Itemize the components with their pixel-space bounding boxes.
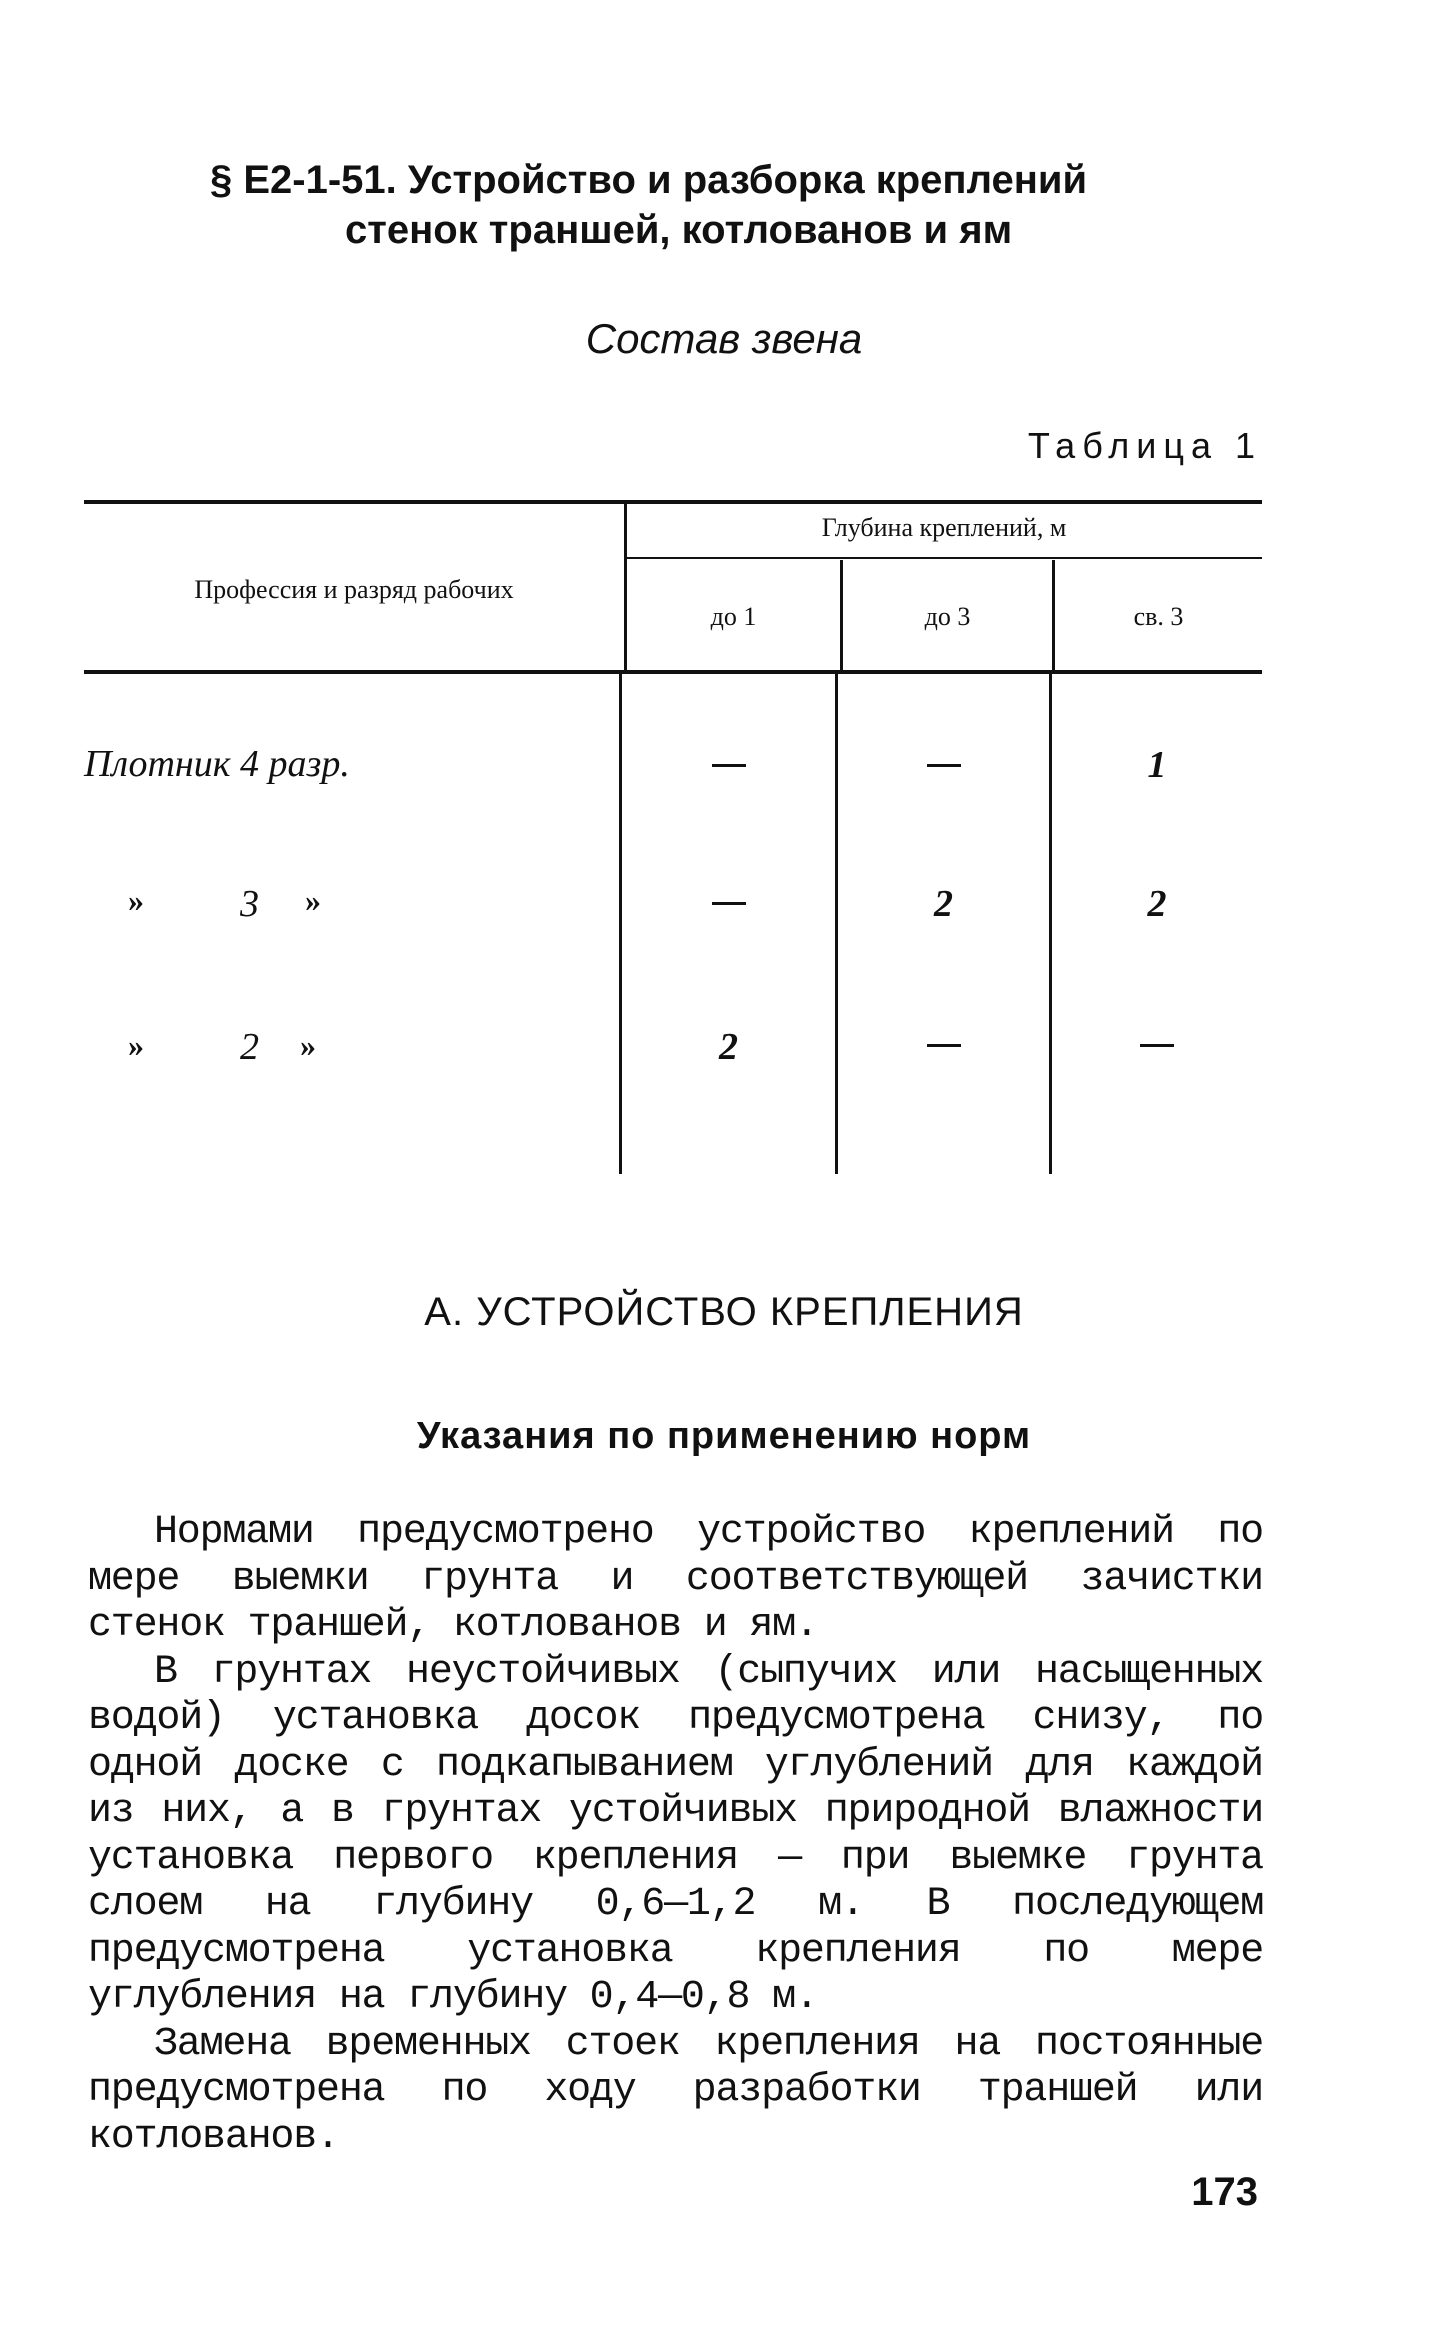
row-1-col-2 xyxy=(838,740,1049,784)
column-divider-2-body xyxy=(835,674,838,1174)
paragraph-3: Замена временных стоек крепления на постоянные предусмотрена по ходу разработки траншей или котлованов. xyxy=(88,2021,1263,2160)
column-header-2: до 3 xyxy=(924,602,971,631)
table-top-rule xyxy=(84,500,1262,504)
row-3-col-3 xyxy=(1052,1020,1262,1064)
dash-mark xyxy=(927,764,961,767)
header-bottom-rule xyxy=(84,670,1262,674)
section-title-a: А. УСТРОЙСТВО КРЕПЛЕНИЯ xyxy=(424,1290,1024,1334)
heading-line-1: § Е2-1-51. Устройство и разборка креплений xyxy=(210,158,1088,202)
dash-mark xyxy=(927,1044,961,1047)
row-3-ditto-left: » xyxy=(128,1027,144,1063)
row-2-col-1 xyxy=(622,878,835,922)
column-header-1: до 1 xyxy=(710,602,757,631)
row-3-ditto-right: » xyxy=(300,1027,316,1063)
row-2-col-2: 2 xyxy=(934,883,953,925)
dash-mark xyxy=(712,902,746,905)
column-divider-2 xyxy=(840,560,843,670)
row-3-col-1: 2 xyxy=(719,1026,738,1068)
row-2-ditto-right: » xyxy=(305,882,321,918)
heading-line-2: стенок траншей, котлованов и ям xyxy=(345,208,1013,252)
column-header-3: св. 3 xyxy=(1133,602,1184,631)
row-1-col-3: 1 xyxy=(1147,744,1167,786)
body-text xyxy=(88,1510,1263,2161)
row-2-col-3: 2 xyxy=(1147,883,1167,925)
section-title-b: Указания по применению норм xyxy=(416,1415,1032,1457)
group-header: Глубина креплений, м xyxy=(821,513,1067,542)
row-3-col-2 xyxy=(838,1020,1049,1064)
row-1-label: Плотник 4 разр. xyxy=(84,743,350,785)
row-header: Профессия и разряд рабочих xyxy=(194,575,514,604)
page-number: 173 xyxy=(1191,2170,1258,2214)
paragraph-2: В грунтах неустойчивых (сыпучих или насыщенных водой) установка досок предусмотрена снизу, по одной доске с подкапыванием углублений для каждой из них, а в грунтах устойчивых природной влажности установка первого крепления — при выемке грунта слоем на глубину 0,6—1,2 м. В последующем предусмотрена установка крепления по мере углубления на глубину 0,4—0,8 м. xyxy=(88,1649,1263,2020)
paragraph-1: Нормами предусмотрено устройство креплений по мере выемки грунта и соответствующей зачистки стенок траншей, котлованов и ям. xyxy=(88,1510,1263,1648)
column-divider-1-body xyxy=(619,674,622,1174)
row-2-grade: 3 xyxy=(240,883,259,925)
row-3-grade: 2 xyxy=(240,1026,259,1068)
section-heading xyxy=(210,155,1150,255)
column-divider-1 xyxy=(624,504,627,670)
column-divider-3-body xyxy=(1049,674,1052,1174)
row-2-ditto-left: » xyxy=(128,882,144,918)
table-label: Таблица 1 xyxy=(1027,425,1262,466)
subtitle: Состав звена xyxy=(585,315,863,362)
group-header-rule xyxy=(626,557,1262,559)
dash-mark xyxy=(712,764,746,767)
dash-mark xyxy=(1140,1044,1174,1047)
row-1-col-1 xyxy=(622,740,835,784)
column-divider-3 xyxy=(1052,560,1055,670)
